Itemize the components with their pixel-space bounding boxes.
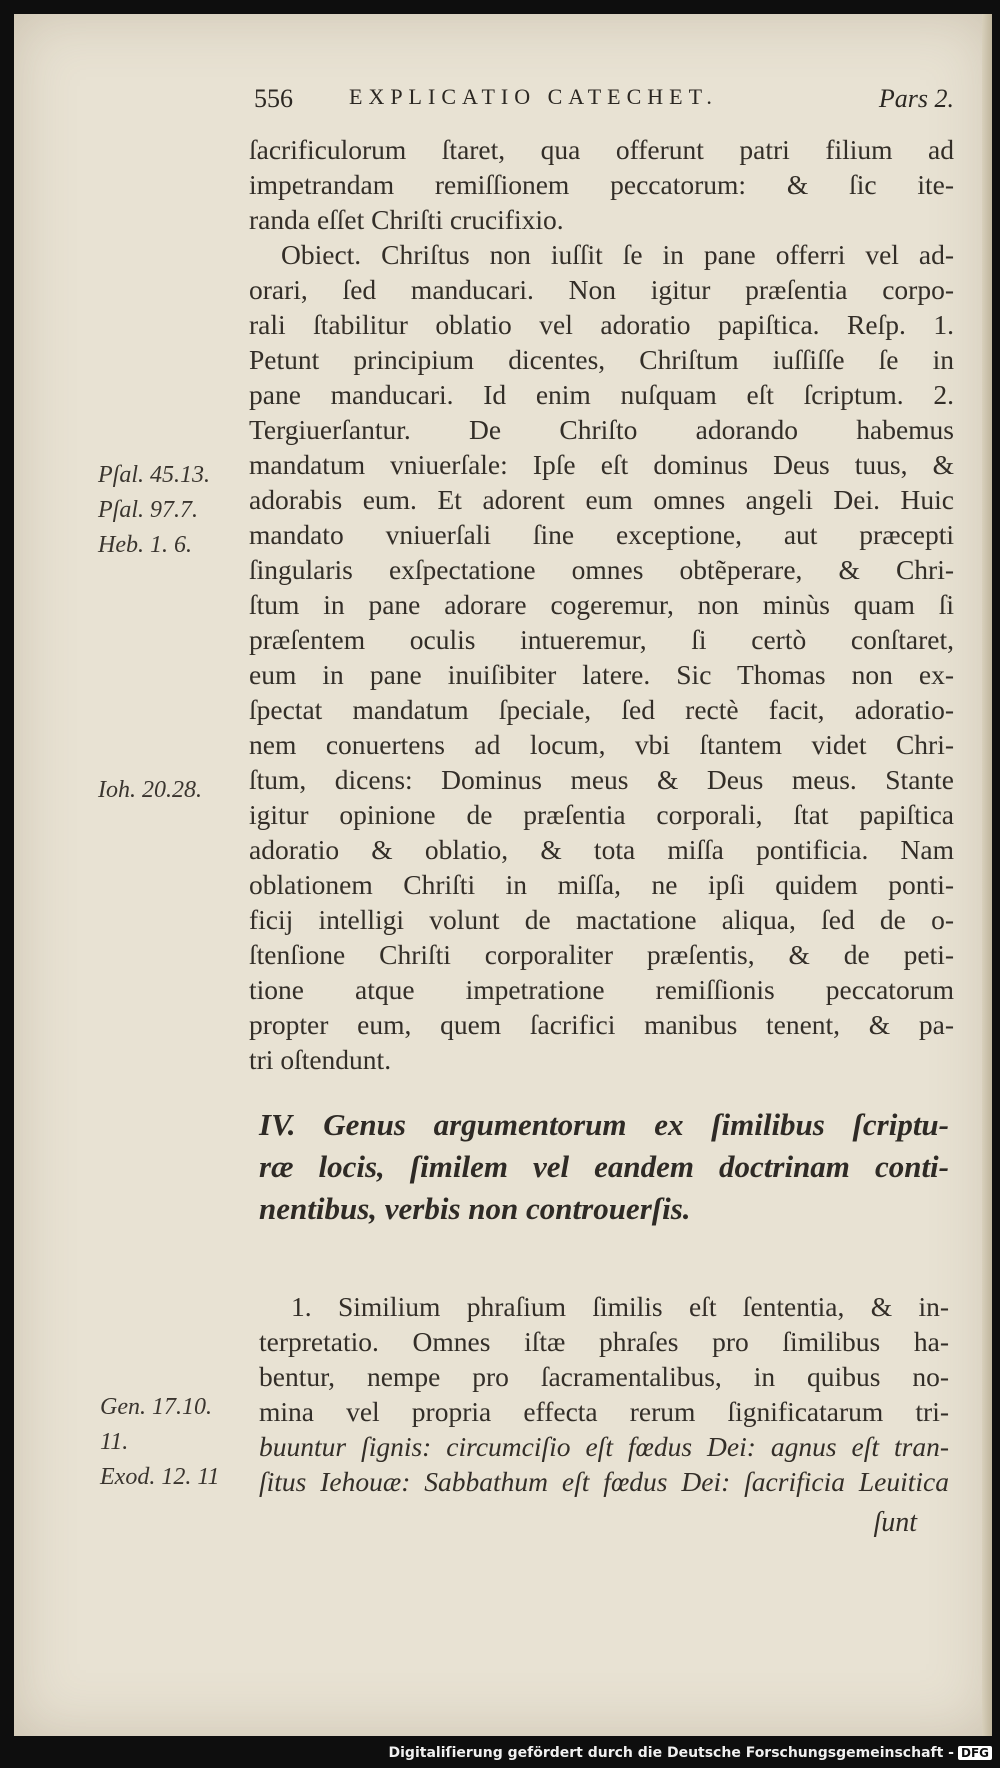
text-line: tione atque impetratione remiſſionis peccatorum <box>249 974 954 1005</box>
text-line: Petunt principium dicentes, Chriſtum iuſſiſſe ſe in <box>249 344 954 375</box>
margin-note-exod: Exod. 12. 11 <box>100 1464 220 1490</box>
funding-credit <box>389 1745 992 1761</box>
text-line: ſpectat mandatum ſpeciale, ſed rectè facit, adoratio- <box>249 694 954 725</box>
text-line: ficij intelligi volunt de mactatione aliqua, ſed de o- <box>249 904 954 935</box>
part-label: Pars 2. <box>878 84 954 113</box>
text-line: tri oſtendunt. <box>249 1044 392 1075</box>
text-line: eum in pane inuiſibiter latere. Sic Thomas non ex- <box>249 659 954 690</box>
margin-note-psal-45: Pſal. 45.13. <box>98 462 210 488</box>
section-heading <box>259 1104 949 1230</box>
text-line: igitur opinione de præſentia corporali, ſtat papiſtica <box>249 799 954 830</box>
text-line: præſentem oculis intueremur, ſi certò conſtaret, <box>249 624 954 655</box>
dfg-logo: DFG <box>958 1746 992 1760</box>
text-line: orari, ſed manducari. Non igitur præſentia corpo- <box>249 274 954 305</box>
text-line: 1. Similium phraſium ſimilis eſt ſententia, & in- <box>291 1291 949 1322</box>
margin-note-psal-97: Pſal. 97.7. <box>98 497 198 523</box>
text-line: ſtenſione Chriſti corporaliter præſentis, & de peti- <box>249 939 954 970</box>
text-line: rali ſtabilitur oblatio vel adoratio papiſtica. Reſp. 1. <box>249 309 954 340</box>
text-line: adoratio & oblatio, & tota miſſa pontificia. Nam <box>249 834 954 865</box>
text-line: ſtum, dicens: Dominus meus & Deus meus. Stante <box>249 764 954 795</box>
book-page <box>14 14 992 1736</box>
catchword: ſunt <box>873 1507 917 1538</box>
running-header <box>254 84 954 124</box>
text-line: ſitus Iehouæ: Sabbathum eſt fœdus Dei: ſacrificia Leuitica <box>259 1466 949 1497</box>
page-edge <box>982 14 992 1736</box>
text-line: Obiect. Chriſtus non iuſſit ſe in pane offerri vel ad- <box>281 239 954 270</box>
text-line: oblationem Chriſti in miſſa, ne ipſi quidem ponti- <box>249 869 954 900</box>
text-line: propter eum, quem ſacrifici manibus tenent, & pa- <box>249 1009 954 1040</box>
text-line: Tergiuerſantur. De Chriſto adorando habemus <box>249 414 954 445</box>
text-line: mina vel propria effecta rerum ſignificatarum tri- <box>259 1396 949 1427</box>
heading-line: nentibus, verbis non controuerſis. <box>259 1191 691 1226</box>
text-line: randa eſſet Chriſti crucifixio. <box>249 204 564 235</box>
credit-text: Digitaliſierung gefördert durch die Deutsche Forschungsgemeinschaft - <box>388 1745 954 1761</box>
text-line: pane manducari. Id enim nuſquam eſt ſcriptum. 2. <box>249 379 954 410</box>
page-number: 556 <box>254 84 293 113</box>
text-line: ſingularis exſpectatione omnes obtẽperare, & Chri- <box>249 554 954 585</box>
text-line: nem conuertens ad locum, vbi ſtantem videt Chri- <box>249 729 954 760</box>
running-title: EXPLICATIO CATECHET. <box>349 84 718 109</box>
text-line: ſacrificulorum ſtaret, qua offerunt patri filium ad <box>249 134 954 165</box>
text-line: adorabis eum. Et adorent eum omnes angeli Dei. Huic <box>249 484 954 515</box>
margin-note-heb: Heb. 1. 6. <box>98 532 192 558</box>
text-line: buuntur ſignis: circumciſio eſt fœdus Dei: agnus eſt tran- <box>259 1431 949 1462</box>
text-line: ſtum in pane adorare cogeremur, non minùs quam ſi <box>249 589 954 620</box>
text-line: mandatum vniuerſale: Ipſe eſt dominus Deus tuus, & <box>249 449 954 480</box>
text-line: terpretatio. Omnes iſtæ phraſes pro ſimilibus ha- <box>259 1326 949 1357</box>
main-text <box>249 132 954 1077</box>
text-line: impetrandam remiſſionem peccatorum: & ſic ite- <box>249 169 954 200</box>
margin-note-ioh: Ioh. 20.28. <box>98 777 202 803</box>
heading-line: IV. Genus argumentorum ex ſimilibus ſcriptu- <box>259 1107 949 1142</box>
section-text <box>259 1289 949 1499</box>
text-line: mandato vniuerſali ſine exceptione, aut præcepti <box>249 519 954 550</box>
heading-line: ræ locis, ſimilem vel eandem doctrinam conti- <box>259 1149 949 1184</box>
text-line: bentur, nempe pro ſacramentalibus, in quibus no- <box>259 1361 949 1392</box>
margin-note-gen: Gen. 17.10. <box>100 1394 212 1420</box>
margin-note-gen-11: 11. <box>100 1429 129 1455</box>
footer-bar <box>0 1740 1000 1768</box>
